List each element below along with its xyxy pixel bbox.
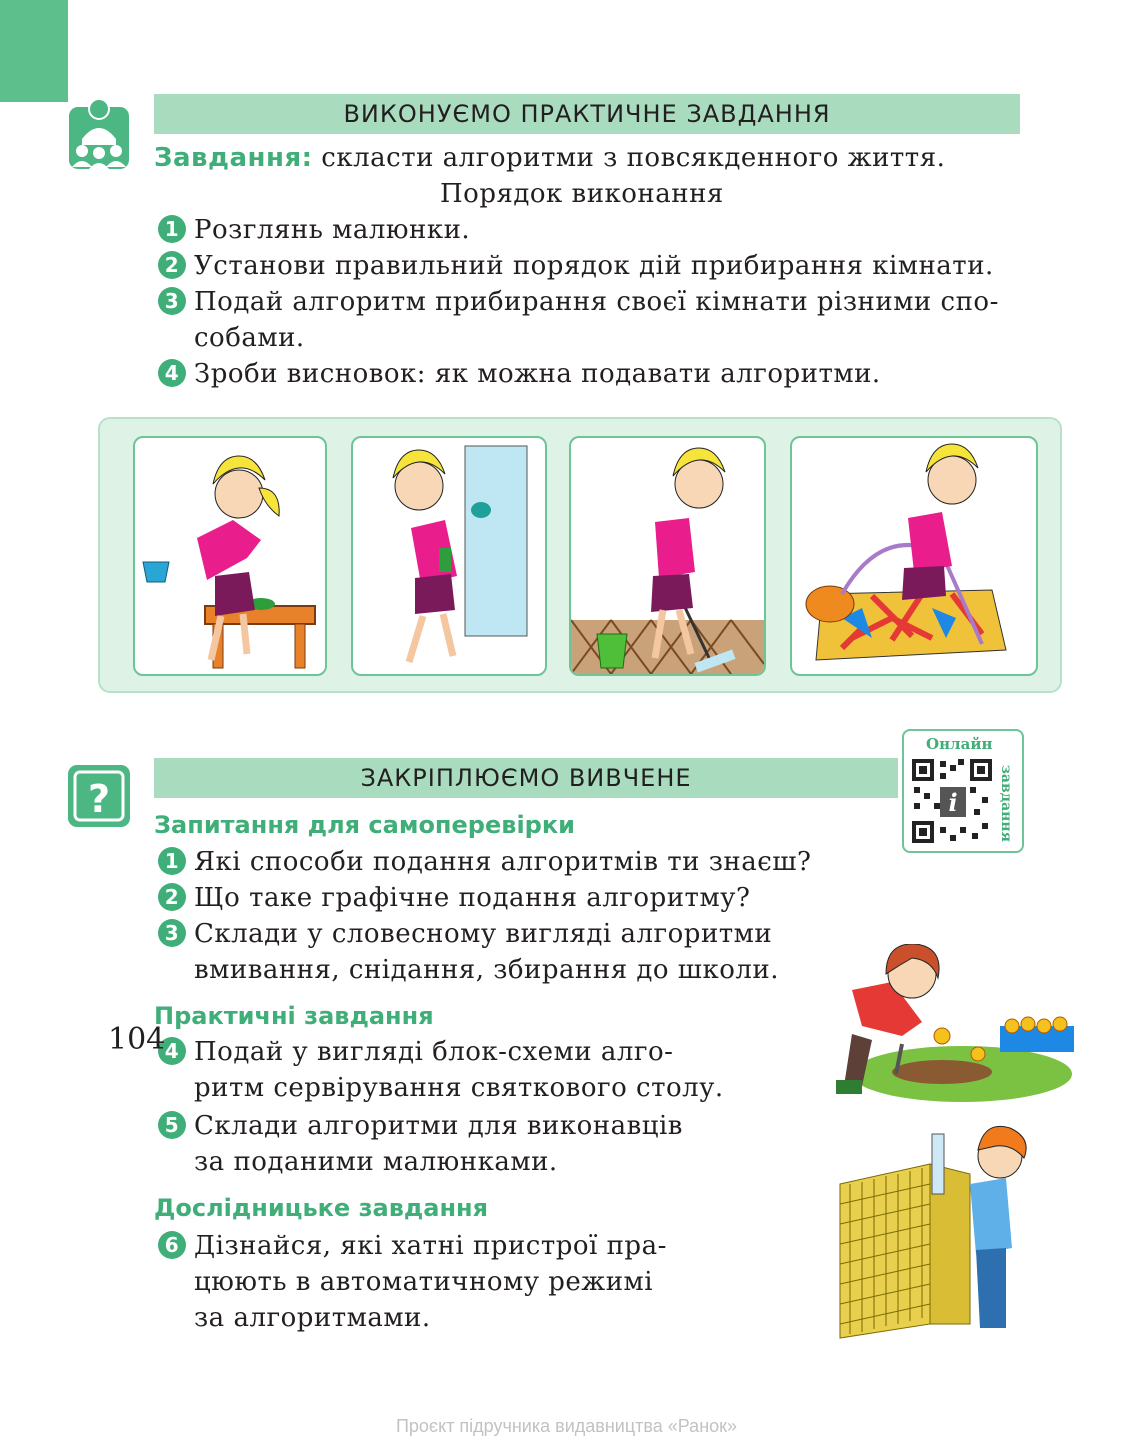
order-title: Порядок виконання [440, 179, 724, 209]
page-number: 104 [108, 1022, 166, 1057]
list-item: 2 Установи правильний порядок дій прибирання кімнати. [158, 248, 994, 284]
question-number: 2 [158, 883, 186, 911]
picture-vacuuming-rug [790, 436, 1038, 676]
review-header: ЗАКРІПЛЮЄМО ВИВЧЕНЕ [154, 758, 898, 798]
list-item-continued: вмивання, снідання, збирання до школи. [194, 955, 779, 985]
list-item: 1 Розглянь малюнки. [158, 212, 470, 248]
gardening-illustration [832, 944, 1080, 1104]
footer-watermark: Проєкт підручника видавництва «Ранок» [395, 1416, 738, 1436]
self-check-title: Запитання для самоперевірки [154, 811, 575, 839]
picture-cleaning-mirror [351, 436, 547, 676]
online-label: Онлайн [926, 735, 993, 753]
list-item: 5 Склади алгоритми для виконавців [158, 1108, 683, 1144]
question-number: 1 [158, 847, 186, 875]
practice-header: ВИКОНУЄМО ПРАКТИЧНЕ ЗАВДАННЯ [154, 94, 1020, 134]
list-item: 4 Зроби висновок: як можна подавати алгоритми. [158, 356, 881, 392]
qr-code-icon [910, 757, 994, 845]
svg-text:?: ? [87, 777, 111, 821]
task-line [154, 140, 945, 176]
question-number: 6 [158, 1231, 186, 1259]
research-title: Дослідницьке завдання [154, 1194, 489, 1222]
step-number: 3 [158, 287, 186, 315]
list-item: 1 Які способи подання алгоритмів ти знаєш? [158, 844, 811, 880]
list-item: 6 Дізнайся, які хатні пристрої пра- [158, 1228, 667, 1264]
list-item-continued: цюють в автоматичному режимі [194, 1267, 654, 1297]
step-number: 4 [158, 359, 186, 387]
question-number: 5 [158, 1111, 186, 1139]
step-number: 1 [158, 215, 186, 243]
svg-text:i: i [948, 788, 958, 817]
list-item: 3 Подай алгоритм прибирання своєї кімнати різними спо- [158, 284, 999, 320]
list-item: 4 Подай у вигляді блок-схеми алго- [158, 1034, 673, 1070]
recycling-illustration [836, 1124, 1036, 1344]
task-label: Завдання: [154, 143, 313, 173]
list-item: 2 Що таке графічне подання алгоритму? [158, 880, 750, 916]
list-item-continued: за алгоритмами. [194, 1303, 431, 1333]
corner-tab [0, 0, 68, 102]
picture-wiping-table [133, 436, 327, 676]
list-item-continued: за поданими малюнками. [194, 1147, 558, 1177]
list-item-continued: собами. [194, 323, 305, 353]
practical-title: Практичні завдання [154, 1002, 434, 1030]
list-item: 3 Склади у словесному вигляді алгоритми [158, 916, 772, 952]
task-text: скласти алгоритми з повсякденного життя. [312, 143, 946, 173]
picture-mopping-floor [569, 436, 766, 676]
online-side-label: завдання [998, 765, 1014, 842]
question-icon [67, 764, 131, 828]
question-number: 3 [158, 919, 186, 947]
step-number: 2 [158, 251, 186, 279]
group-work-icon [68, 97, 130, 171]
online-tasks-qr[interactable] [902, 729, 1024, 853]
question-number: 4 [158, 1037, 186, 1065]
list-item-continued: ритм сервірування святкового столу. [194, 1073, 724, 1103]
